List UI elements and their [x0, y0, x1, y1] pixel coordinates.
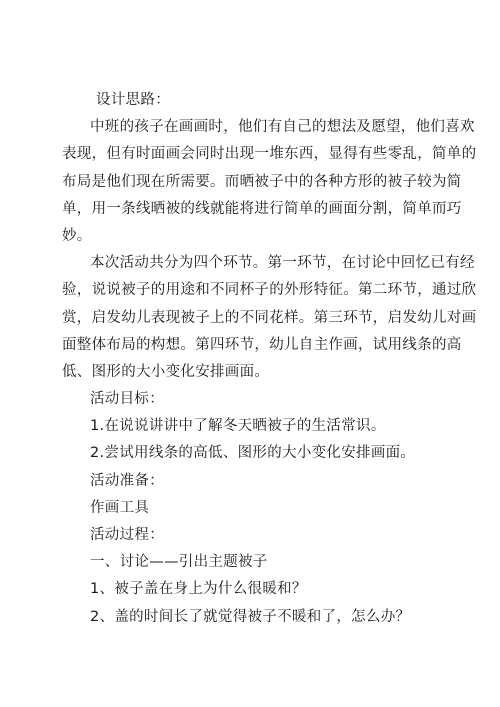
paragraph-line: 验，说说被子的用途和不同杯子的外形特征。第二环节，通过欣 [62, 282, 477, 299]
paragraph-line: 表现，但有时面画会同时出现一堆东西，显得有些零乱，简单的 [62, 146, 477, 163]
paragraph-line: 面整体布局的构想。第四环节，幼儿自主作画，试用线条的高 [62, 336, 462, 353]
paragraph-line: 中班的孩子在画画时，他们有自己的想法及愿望，他们喜欢 [90, 119, 475, 136]
paragraph-line: 赏，启发幼儿表现被子上的不同花样。第三环节，启发幼儿对画 [62, 309, 477, 326]
paragraph-line: 妙。 [62, 227, 92, 244]
paragraph-line: 单，用一条线晒被的线就能将进行简单的画面分割，简单而巧 [62, 200, 462, 217]
goal-item: 2.尝试用线条的高低、图形的大小变化安排画面。 [90, 445, 416, 462]
process-question: 2、盖的时间长了就觉得被子不暖和了，怎么办？ [90, 608, 411, 625]
paragraph-line: 本次活动共分为四个环节。第一环节，在讨论中回忆已有经 [90, 255, 475, 272]
paragraph-line: 布局是他们现在所需要。而晒被子中的各种方形的被子较为简 [62, 173, 462, 190]
preparation-item: 作画工具 [90, 499, 150, 516]
section-heading-design: 设计思路： [96, 92, 170, 108]
goal-item: 1.在说说讲讲中了解冬天晒被子的生活常识。 [90, 418, 386, 435]
document-body [62, 87, 477, 631]
section-heading-process: 活动过程： [90, 527, 164, 543]
section-heading-preparation: 活动准备： [90, 472, 164, 489]
process-question: 1、被子盖在身上为什么很暖和？ [90, 581, 307, 598]
section-heading-goals: 活动目标： [90, 391, 164, 408]
process-step-heading: 一、讨论——引出主题被子 [90, 554, 268, 571]
paragraph-line: 低、图形的大小变化安排画面。 [62, 363, 270, 380]
